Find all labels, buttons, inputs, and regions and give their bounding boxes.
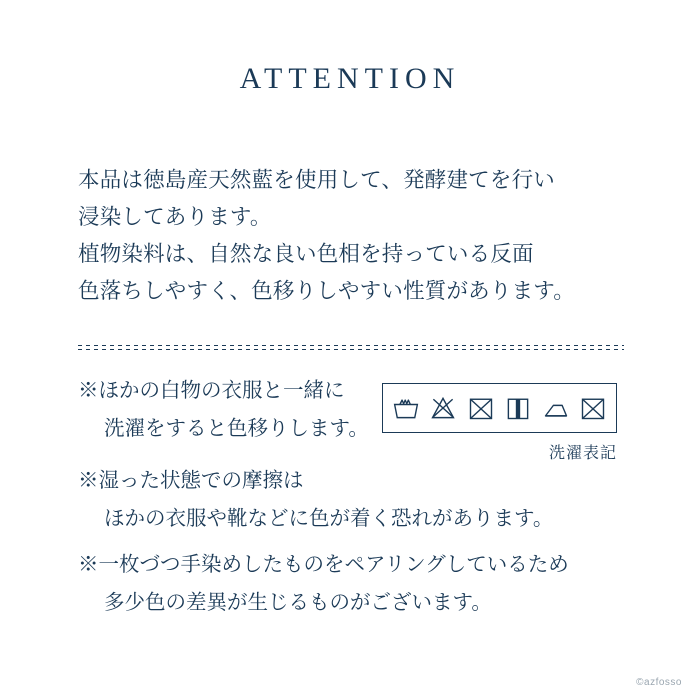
note-2-line-2: ほかの衣服や靴などに色が着く恐れがあります。 [104, 507, 554, 530]
credit-watermark: ©azfosso [636, 677, 682, 688]
note-1-line-1: ※ほかの白物の衣服と一緒に [78, 379, 345, 402]
low-iron-icon [542, 394, 570, 422]
note-2-line-1: ※湿った状態での摩擦は [78, 469, 304, 492]
care-caption: 洗濯表記 [548, 445, 617, 462]
intro-line-4: 色落ちしやすく、色移りしやすい性質があります。 [78, 279, 575, 303]
intro-line-1: 本品は徳島産天然藍を使用して、発酵建てを行い [78, 168, 555, 192]
intro-paragraph [78, 162, 626, 310]
intro-line-3: 植物染料は、自然な良い色相を持っている反面 [78, 242, 534, 266]
no-bleach-icon [429, 394, 457, 422]
drip-dry-shade-icon [504, 394, 532, 422]
note-item-3 [78, 546, 638, 622]
intro-line-2: 浸染してあります。 [78, 205, 272, 229]
hand-wash-icon [392, 394, 420, 422]
note-1-line-2: 洗濯をすると色移りします。 [104, 417, 369, 440]
care-symbol-box [382, 383, 617, 433]
no-tumble-dry-icon [467, 394, 495, 422]
dotted-divider [78, 344, 624, 350]
note-3-line-2: 多少色の差異が生じるものがございます。 [104, 591, 492, 614]
no-dry-clean-icon [579, 394, 607, 422]
note-3-line-1: ※一枚づつ手染めしたものをペアリングしているため [78, 553, 569, 576]
note-item-2 [78, 462, 638, 538]
page-title: ATTENTION [239, 62, 461, 95]
